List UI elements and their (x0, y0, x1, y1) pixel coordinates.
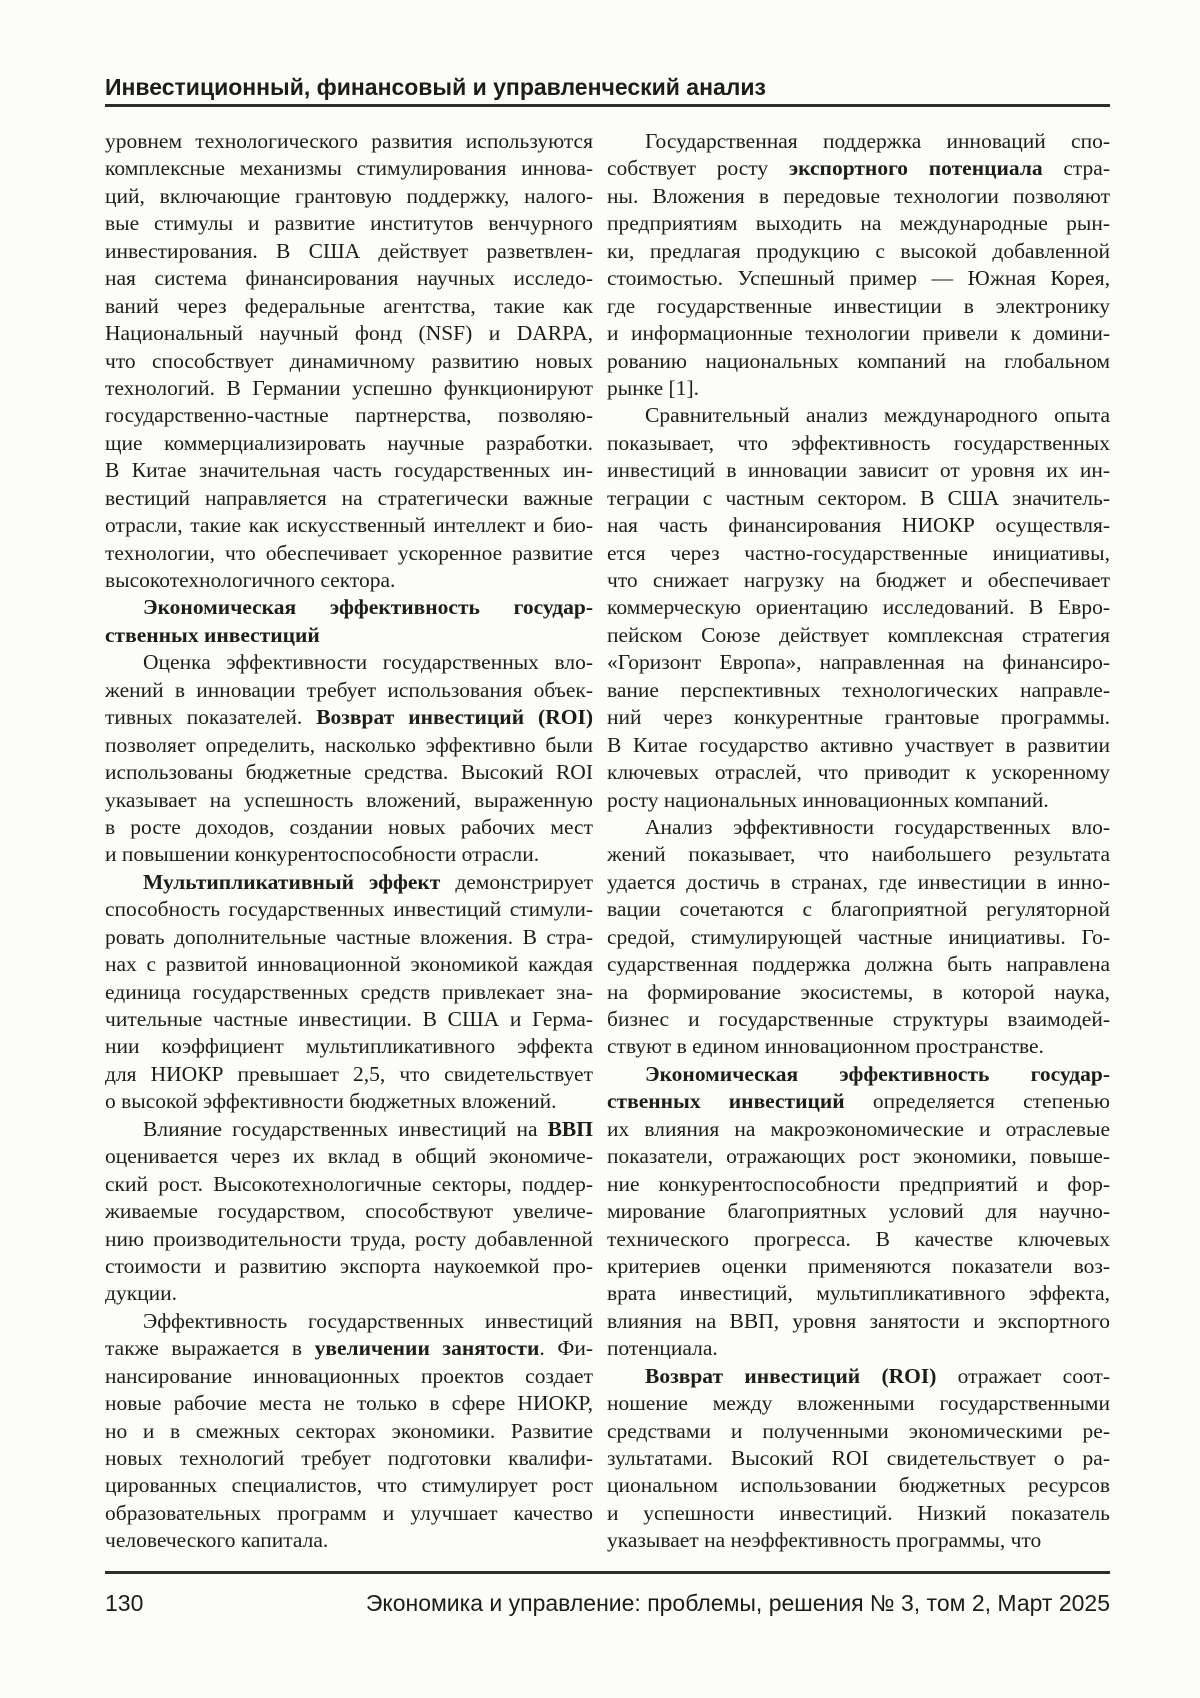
text-line (105, 402, 593, 429)
text-line (105, 567, 593, 594)
text-run: циональном использовании бюджетных ресурсов (607, 1473, 1110, 1498)
paragraph (607, 814, 1110, 1061)
text-run: позволяет определить, насколько эффективно были (105, 732, 593, 757)
text-line (607, 1006, 1110, 1033)
text-run: вестиций направляется на стратегически важные (105, 485, 593, 510)
text-line (607, 1445, 1110, 1472)
text-line (607, 1171, 1110, 1198)
text-line (607, 348, 1110, 375)
bold-text-run: ВВП (547, 1116, 593, 1141)
bold-text-run: ственных инвестиций (607, 1089, 845, 1114)
text-run: Эффективность государственных инвестиций (143, 1308, 593, 1333)
text-line (105, 814, 593, 841)
text-line (607, 155, 1110, 182)
bold-text-run: Мультипликативный эффект (143, 869, 441, 894)
text-run: ский рост. Высокотехнологичные секторы, поддер- (105, 1171, 593, 1196)
text-line (607, 814, 1110, 841)
text-run: тивных показателей. (105, 705, 317, 730)
text-line (105, 677, 593, 704)
text-run: зультатами. Высокий ROI свидетельствует о ра- (607, 1446, 1110, 1470)
text-run: ется через частно-государственные инициативы, (607, 540, 1110, 565)
text-line (607, 457, 1110, 484)
text-line (607, 869, 1110, 896)
text-line (607, 1363, 1110, 1390)
running-head: Инвестиционный, финансовый и управленческий анализ (105, 74, 766, 100)
text-line (607, 512, 1110, 539)
text-line (105, 375, 593, 402)
text-run: живаемые государством, способствуют увеличе- (105, 1199, 593, 1224)
text-run: технического прогресса. В качестве ключевых (607, 1226, 1110, 1251)
text-line (105, 265, 593, 292)
paragraph (105, 1308, 593, 1555)
text-line (607, 540, 1110, 567)
text-run: вации сочетаются с благоприятной регуляторной (607, 897, 1110, 922)
text-line (607, 759, 1110, 786)
text-run: Влияние государственных инвестиций на (143, 1116, 548, 1141)
text-run: для НИОКР превышает 2,5, что свидетельствует (105, 1061, 593, 1086)
text-line (105, 732, 593, 759)
text-run: о высокой эффективности бюджетных вложений. (105, 1089, 557, 1114)
text-run: щие коммерциализировать научные разработки. (105, 430, 593, 455)
text-run: на формирование экосистемы, в которой наука, (607, 979, 1110, 1004)
text-line (607, 183, 1110, 210)
text-line (607, 210, 1110, 237)
paragraph (105, 128, 593, 594)
text-run: новые рабочие места не только в сфере НИОКР, (105, 1391, 593, 1416)
text-run: мирование благоприятных условий для научно- (607, 1199, 1110, 1224)
text-run: В Китае значительная часть государственных ин- (105, 458, 593, 483)
text-line (607, 924, 1110, 951)
text-line (607, 567, 1110, 594)
text-run: сударственная поддержка должна быть направлена (607, 952, 1110, 977)
text-run: собствует росту (607, 156, 789, 181)
text-run: ний через конкурентные грантовые программы. (607, 705, 1110, 730)
text-line (607, 1088, 1110, 1115)
text-run: технологий. В Германии успешно функционируют (105, 375, 593, 400)
text-line (607, 896, 1110, 923)
text-line (105, 841, 593, 868)
text-line (607, 1500, 1110, 1527)
text-run: Государственная поддержка инноваций спо- (645, 129, 1110, 153)
text-run: использованы бюджетные средства. Высокий ROI (105, 760, 593, 785)
text-line (105, 1198, 593, 1225)
text-line (607, 979, 1110, 1006)
text-run: новых технологий требует подготовки квалифи- (105, 1446, 593, 1470)
text-run: В Китае государство активно участвует в развитии (607, 732, 1110, 757)
text-line (607, 732, 1110, 759)
text-line (105, 924, 593, 951)
text-run: вые стимулы и развитие институтов венчурного (105, 211, 593, 236)
text-run: ключевых отраслей, что приводит к ускоренному (607, 760, 1110, 785)
text-line (105, 1418, 593, 1445)
text-line (105, 1171, 593, 1198)
text-line (607, 1143, 1110, 1170)
paragraph (607, 128, 1110, 402)
text-run: стоимости и развитию экспорта наукоемкой про- (105, 1253, 593, 1278)
text-line (105, 155, 593, 182)
text-run: указывает на успешность вложений, выраженную (105, 787, 593, 812)
text-line (105, 128, 593, 155)
text-line (607, 1061, 1110, 1088)
text-run: высокотехнологичного сектора. (105, 568, 396, 592)
text-line (607, 649, 1110, 676)
paragraph (105, 1116, 593, 1308)
text-line (105, 704, 593, 731)
text-line (105, 951, 593, 978)
text-run: и повышении конкурентоспособности отрасли. (105, 842, 540, 867)
text-line (105, 1308, 593, 1335)
text-run: вание перспективных технологических направле- (607, 677, 1110, 702)
text-run: «Горизонт Европа», направленная на финансиро- (607, 650, 1110, 675)
text-run: предприятиям выходить на международные рын- (607, 211, 1110, 236)
text-run: оценивается через их вклад в общий экономиче- (105, 1144, 593, 1169)
text-run: нию производительности труда, росту добавленной (105, 1226, 593, 1251)
text-line (105, 457, 593, 484)
text-run: и успешности инвестиций. Низкий показатель (607, 1500, 1110, 1525)
text-run: и информационные технологии привели к домини- (607, 321, 1110, 346)
text-line (105, 512, 593, 539)
text-run: Оценка эффективности государственных вло- (143, 650, 593, 675)
text-line (105, 594, 593, 621)
text-run: что способствует динамичному развитию новых (105, 348, 593, 373)
bold-text-run: ственных инвестиций (105, 622, 320, 647)
text-run: средствами и полученными экономическими ре- (607, 1418, 1110, 1443)
text-line (105, 540, 593, 567)
text-line (607, 1033, 1110, 1060)
bold-text-run: Возврат инвестиций (ROI) (645, 1363, 937, 1388)
text-line (105, 1445, 593, 1472)
text-run: государственно-частные партнерства, позволяю- (105, 403, 593, 428)
text-run: влияния на ВВП, уровня занятости и экспортного (607, 1308, 1110, 1333)
text-line (607, 293, 1110, 320)
bold-text-run: Экономическая эффективность государ- (143, 595, 593, 620)
text-line (607, 265, 1110, 292)
text-line (105, 348, 593, 375)
text-run: также выражается в (105, 1336, 315, 1361)
text-run: комплексные механизмы стимулирования иннова- (105, 156, 593, 181)
bold-text-run: Экономическая эффективность государ- (645, 1061, 1110, 1086)
paragraph (105, 649, 593, 869)
left-column (105, 128, 593, 1555)
text-line (105, 869, 593, 896)
text-line (607, 1390, 1110, 1417)
text-run: теграции с частным сектором. В США значитель- (607, 485, 1110, 510)
text-run: инвестирования. В США действует разветвлен- (105, 238, 593, 263)
text-line (607, 238, 1110, 265)
text-run: человеческого капитала. (105, 1528, 329, 1553)
text-line (105, 1335, 593, 1362)
header-rule (105, 104, 1110, 107)
text-run: ношение между вложенными государственными (607, 1391, 1110, 1416)
text-run: показатели, отражающих рост экономики, повыше- (607, 1144, 1110, 1169)
text-line (105, 1527, 593, 1554)
paragraph (607, 402, 1110, 814)
text-run: ная часть финансирования НИОКР осуществля- (607, 513, 1110, 538)
text-run: ная система финансирования научных исследо- (105, 266, 593, 291)
text-line (105, 1280, 593, 1307)
text-line (105, 1061, 593, 1088)
text-line (105, 183, 593, 210)
journal-reference: Экономика и управление: проблемы, решения № 3, том 2, Март 2025 (365, 1590, 1110, 1616)
text-run: цированных специалистов, что стимулирует рост (105, 1473, 593, 1498)
text-run: росту национальных инновационных компаний. (607, 787, 1049, 812)
text-line (105, 1472, 593, 1499)
footer-rule (105, 1571, 1110, 1574)
text-run: инвестиций в инновации зависит от уровня их ин- (607, 458, 1110, 483)
text-run: Национальный научный фонд (NSF) и DARPA, (105, 321, 593, 346)
text-line (607, 622, 1110, 649)
text-run: определяется степенью (844, 1089, 1110, 1114)
text-run: способность государственных инвестиций стимули- (105, 897, 593, 922)
text-line (105, 485, 593, 512)
text-run: бизнес и государственные структуры взаимодей- (607, 1007, 1110, 1031)
text-line (607, 1253, 1110, 1280)
paragraph (105, 869, 593, 1116)
text-run: жений показывает, что наибольшего результата (607, 842, 1110, 867)
text-line (105, 1500, 593, 1527)
text-run: нах с развитой инновационной экономикой каждая (105, 952, 593, 977)
text-line (607, 677, 1110, 704)
page-number: 130 (105, 1590, 144, 1616)
text-line (607, 1198, 1110, 1225)
text-run: показывает, что эффективность государственных (607, 430, 1110, 455)
text-run: отражает соот- (936, 1363, 1110, 1388)
paragraph (607, 1061, 1110, 1363)
text-run: . Фи- (539, 1336, 593, 1361)
text-line (607, 1335, 1110, 1362)
text-run: в росте доходов, создании новых рабочих мест (105, 814, 593, 839)
bold-text-run: увеличении занятости (314, 1336, 540, 1361)
text-run: чительные частные инвестиции. В США и Герма- (105, 1007, 593, 1031)
text-line (607, 594, 1110, 621)
text-run: Сравнительный анализ международного опыта (645, 403, 1110, 428)
text-run: где государственные инвестиции в электронику (607, 293, 1110, 318)
text-run: их влияния на макроэкономические и отраслевые (607, 1116, 1110, 1141)
text-line (105, 293, 593, 320)
text-line (105, 1006, 593, 1033)
text-line (105, 1143, 593, 1170)
text-line (607, 485, 1110, 512)
text-run: жений в инновации требует использования объек- (105, 677, 593, 702)
text-run: критериев оценки применяются показатели воз- (607, 1253, 1110, 1278)
text-run: удается достичь в странах, где инвестиции в инно- (607, 869, 1110, 894)
text-line (105, 238, 593, 265)
text-run: единица государственных средств привлекает зна- (105, 979, 593, 1004)
text-run: отрасли, такие как искусственный интеллект и био- (105, 513, 593, 538)
text-run: рованию национальных компаний на глобальном (607, 348, 1110, 373)
body-columns (105, 128, 1110, 1555)
text-line (105, 622, 593, 649)
text-run: коммерческую ориентацию исследований. В Евро- (607, 595, 1110, 620)
text-line (607, 1418, 1110, 1445)
paragraph (105, 594, 593, 649)
text-line (105, 1253, 593, 1280)
text-line (607, 1527, 1110, 1554)
text-line (105, 1390, 593, 1417)
text-run: технологии, что обеспечивает ускоренное развитие (105, 540, 593, 565)
text-line (105, 649, 593, 676)
text-run: ки, предлагая продукцию с высокой добавленной (607, 238, 1110, 263)
text-line (105, 1033, 593, 1060)
text-run: ваний через федеральные агентства, такие как (105, 293, 593, 318)
text-line (105, 759, 593, 786)
bold-text-run: экспортного потенциала (788, 156, 1043, 181)
text-run: нии коэффициент мультипликативного эффекта (105, 1034, 593, 1059)
text-line (607, 1308, 1110, 1335)
text-run: нансирование инновационных проектов создает (105, 1363, 593, 1388)
text-run: ций, включающие грантовую поддержку, налого- (105, 183, 593, 208)
text-run: что снижает нагрузку на бюджет и обеспечивает (607, 568, 1110, 592)
text-line (607, 841, 1110, 868)
text-line (607, 375, 1110, 402)
text-run: рынке [1]. (607, 375, 699, 400)
text-line (105, 1088, 593, 1115)
text-run: врата инвестиций, мультипликативного эффекта, (607, 1281, 1110, 1306)
text-run: ровать дополнительные частные вложения. В стра- (105, 924, 593, 949)
text-run: пейском Союзе действует комплексная стратегия (607, 622, 1110, 647)
text-run: образовательных программ и улучшает качество (105, 1500, 593, 1525)
bold-text-run: Возврат инвестиций (ROI) (316, 705, 593, 730)
text-line (607, 1280, 1110, 1307)
text-run: демонстрирует (440, 869, 593, 894)
text-line (607, 1116, 1110, 1143)
text-line (105, 210, 593, 237)
text-line (607, 402, 1110, 429)
text-line (607, 1226, 1110, 1253)
text-run: указывает на неэффективность программы, что (607, 1528, 1042, 1553)
text-line (105, 430, 593, 457)
text-line (105, 1226, 593, 1253)
text-line (607, 1472, 1110, 1499)
text-run: стра- (1042, 156, 1110, 181)
text-run: ны. Вложения в передовые технологии позволяют (607, 183, 1110, 208)
text-run: стоимостью. Успешный пример — Южная Корея, (607, 266, 1110, 291)
text-line (607, 430, 1110, 457)
text-run: уровнем технологического развития используются (105, 129, 593, 153)
text-line (105, 1116, 593, 1143)
text-line (105, 320, 593, 347)
text-run: средой, стимулирующей частные инициативы. Го- (607, 924, 1110, 949)
text-line (607, 128, 1110, 155)
text-line (105, 1363, 593, 1390)
text-line (105, 896, 593, 923)
text-line (607, 320, 1110, 347)
text-line (607, 704, 1110, 731)
text-line (105, 787, 593, 814)
text-run: Анализ эффективности государственных вло- (645, 814, 1110, 839)
text-line (607, 951, 1110, 978)
text-run: дукции. (105, 1281, 178, 1306)
footer (105, 1589, 1110, 1617)
text-run: потенциала. (607, 1336, 718, 1361)
text-run: но и в смежных секторах экономики. Развитие (105, 1418, 593, 1443)
text-run: ние конкурентоспособности предприятий и фор- (607, 1171, 1110, 1196)
text-line (105, 979, 593, 1006)
text-line (607, 787, 1110, 814)
paragraph (607, 1363, 1110, 1555)
right-column (607, 128, 1110, 1555)
text-run: ствуют в едином инновационном пространстве. (607, 1034, 1044, 1059)
